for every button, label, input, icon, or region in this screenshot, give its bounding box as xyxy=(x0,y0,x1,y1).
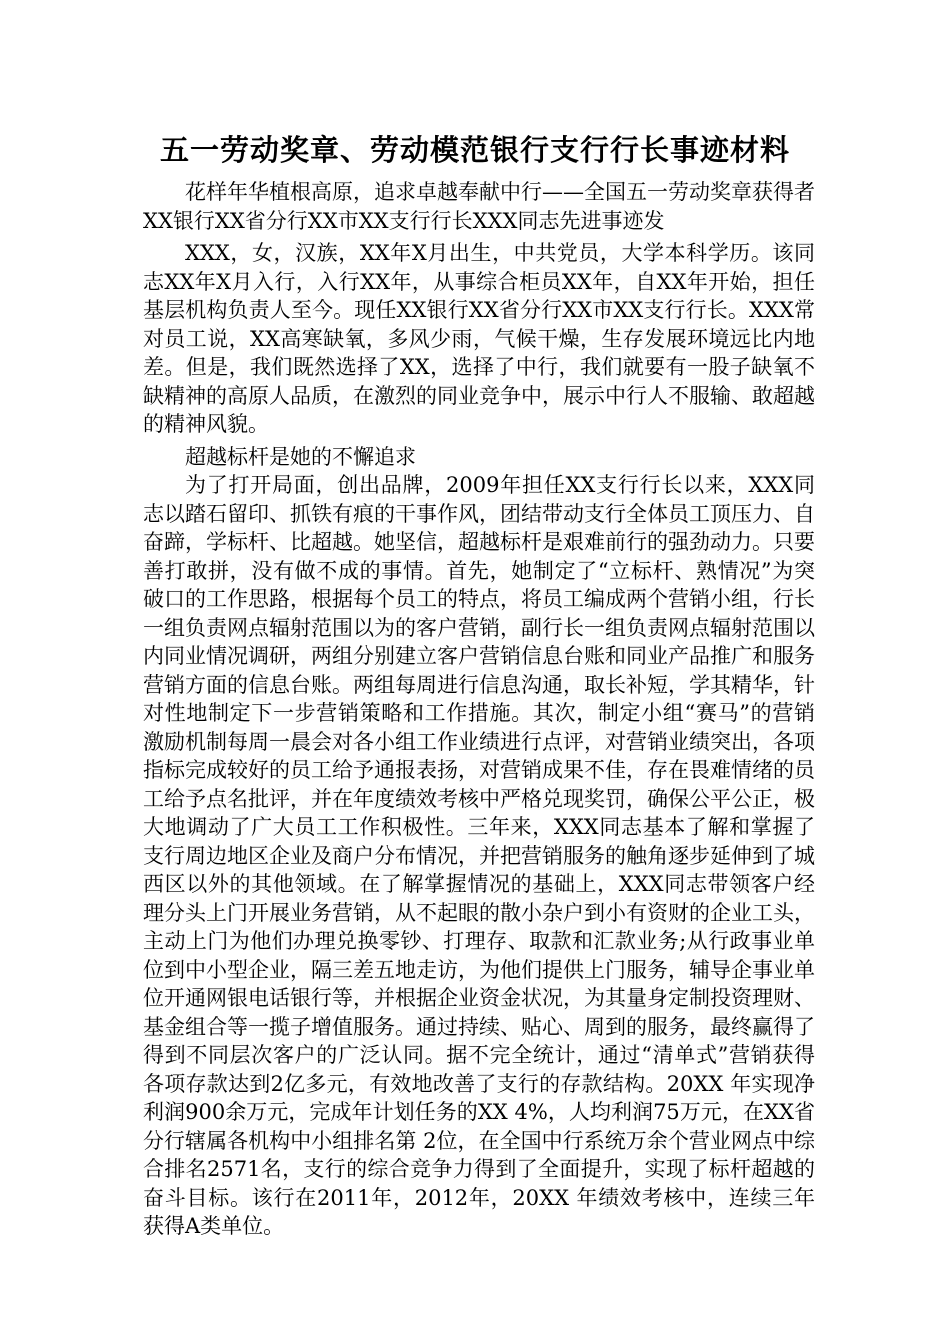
paragraph-biography: XXX，女，汉族，XX年X月出生，中共党员，大学本科学历。该同志XX年X月入行，入行XX年，从事综合柜员XX年，自XX年开始，担任基层机构负责人至今。现任XX银行XX省分行XX市XX支行行长。XXX常对员工说，XX高寒缺氧，多风少雨，气候干燥，生存发展环境远比内地差。但是，我们既然选择了XX，选择了中行，我们就要有一股子缺氧不缺精神的高原人品质，在激烈的同业竞争中，展示中行人不服输、敢超越的精神风貌。 xyxy=(143,241,815,436)
section-heading: 超越标杆是她的不懈追求 xyxy=(185,444,416,469)
paragraph-subtitle: 花样年华植根高原，追求卓越奉献中行——全国五一劳动奖章获得者XX银行XX省分行XX市XX支行行长XXX同志先进事迹发 xyxy=(143,180,815,233)
document-body xyxy=(143,178,815,1241)
document-title: 五一劳动奖章、劳动模范银行支行行长事迹材料 xyxy=(159,133,790,167)
paragraph-achievements: 为了打开局面，创出品牌，2009年担任XX支行行长以来，XXX同志以踏石留印、抓铁有痕的干事作风，团结带动支行全体员工顶压力、自奋蹄，学标杆、比超越。她坚信，超越标杆是艰难前行的强劲动力。只要善打敢拼，没有做不成的事情。首先，她制定了“立标杆、熟情况”为突破口的工作思路，根据每个员工的特点，将员工编成两个营销小组，行长一组负责网点辐射范围以为的客户营销，副行长一组负责网点辐射范围以内同业情况调研，两组分别建立客户营销信息台账和同业产品推广和服务营销方面的信息台账。两组每周进行信息沟通，取长补短，学其精华，针对性地制定下一步营销策略和工作措施。其次，制定小组“赛马”的营销激励机制每周一晨会对各小组工作业绩进行点评，对营销业绩突出，各项指标完成较好的员工给予通报表扬，对营销成果不佳，存在畏难情绪的员工给予点名批评，并在年度绩效考核中严格兑现奖罚，确保公平公正，极大地调动了广大员工工作积极性。三年来，XXX同志基本了解和掌握了支行周边地区企业及商户分布情况，并把营销服务的触角逐步延伸到了城西区以外的其他领域。在了解掌握情况的基础上，XXX同志带领客户经理分头上门开展业务营销，从不起眼的散小杂户到小有资财的企业工头，主动上门为他们办理兑换零钞、打理存、取款和汇款业务;从行政事业单位到中小型企业，隔三差五地走访，为他们提供上门服务，辅导企事业单位开通网银电话银行等，并根据企业资金状况，为其量身定制投资理财、基金组合等一揽子增值服务。通过持续、贴心、周到的服务，最终赢得了得到不同层次客户的广泛认同。据不完全统计，通过“清单式”营销获得各项存款达到2亿多元，有效地改善了支行的存款结构。20XX 年实现净利润900余万元，完成年计划任务的XX 4%，人均利润75万元，在XX省分行辖属各机构中小组排名第 2位，在全国中行系统万余个营业网点中综合排名2571名，支行的综合竞争力得到了全面提升，实现了标杆超越的奋斗目标。该行在2011年，2012年，20XX 年绩效考核中，连续三年获得A类单位。 xyxy=(143,473,815,1238)
